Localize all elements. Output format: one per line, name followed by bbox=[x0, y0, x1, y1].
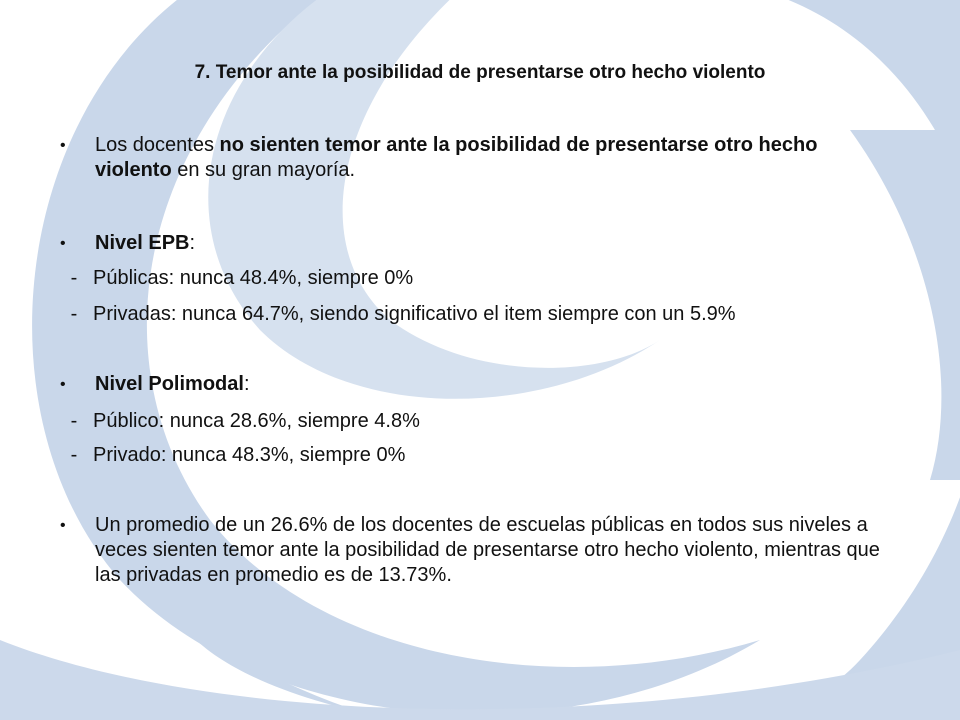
dash-marker: - bbox=[70, 410, 78, 432]
bullet-text-promedio: Un promedio de un 26.6% de los docentes de escuelas públicas en todos sus niveles a veces sienten temor ante la posibilidad de presentarse otro hecho violento, mientras que las privadas en promedio es de 13.73%. bbox=[95, 514, 880, 586]
bullet-text-pre: Los docentes bbox=[95, 134, 220, 156]
bullet-heading-colon: : bbox=[243, 373, 250, 395]
bullet-marker: • bbox=[60, 235, 66, 252]
sub-item-text: Público: nunca 28.6%, siempre 4.8% bbox=[93, 410, 420, 432]
bullet-heading-colon: : bbox=[189, 232, 196, 254]
sub-item-epb-privadas bbox=[55, 302, 915, 327]
sub-item-text: Públicas: nunca 48.4%, siempre 0% bbox=[93, 267, 414, 289]
sub-item-polimodal-publico bbox=[55, 409, 915, 434]
bullet-heading-epb: Nivel EPB bbox=[95, 232, 190, 254]
bullet-text-post: en su gran mayoría. bbox=[171, 159, 356, 181]
slide-title: 7. Temor ante la posibilidad de presentarse otro hecho violento bbox=[194, 62, 766, 83]
bullet-text-bold: no sienten temor ante la posibilidad de presentarse otro hecho violento bbox=[95, 134, 818, 181]
bullet-item-nivel-epb bbox=[60, 231, 880, 256]
dash-marker: - bbox=[70, 444, 78, 466]
bullet-item-nivel-polimodal bbox=[60, 372, 880, 397]
sub-item-polimodal-privado bbox=[55, 443, 915, 468]
sub-item-epb-publicas bbox=[55, 266, 915, 291]
sub-item-text: Privado: nunca 48.3%, siempre 0% bbox=[93, 444, 406, 466]
dash-marker: - bbox=[70, 267, 78, 289]
bullet-item-promedio bbox=[60, 513, 880, 588]
bullet-marker: • bbox=[60, 376, 66, 393]
sub-item-text: Privadas: nunca 64.7%, siendo significativo el item siempre con un 5.9% bbox=[93, 303, 736, 325]
bullet-item-docentes bbox=[60, 133, 880, 183]
bullet-marker: • bbox=[60, 517, 66, 534]
bullet-marker: • bbox=[60, 137, 66, 154]
bullet-heading-polimodal: Nivel Polimodal bbox=[95, 373, 244, 395]
dash-marker: - bbox=[70, 303, 78, 325]
